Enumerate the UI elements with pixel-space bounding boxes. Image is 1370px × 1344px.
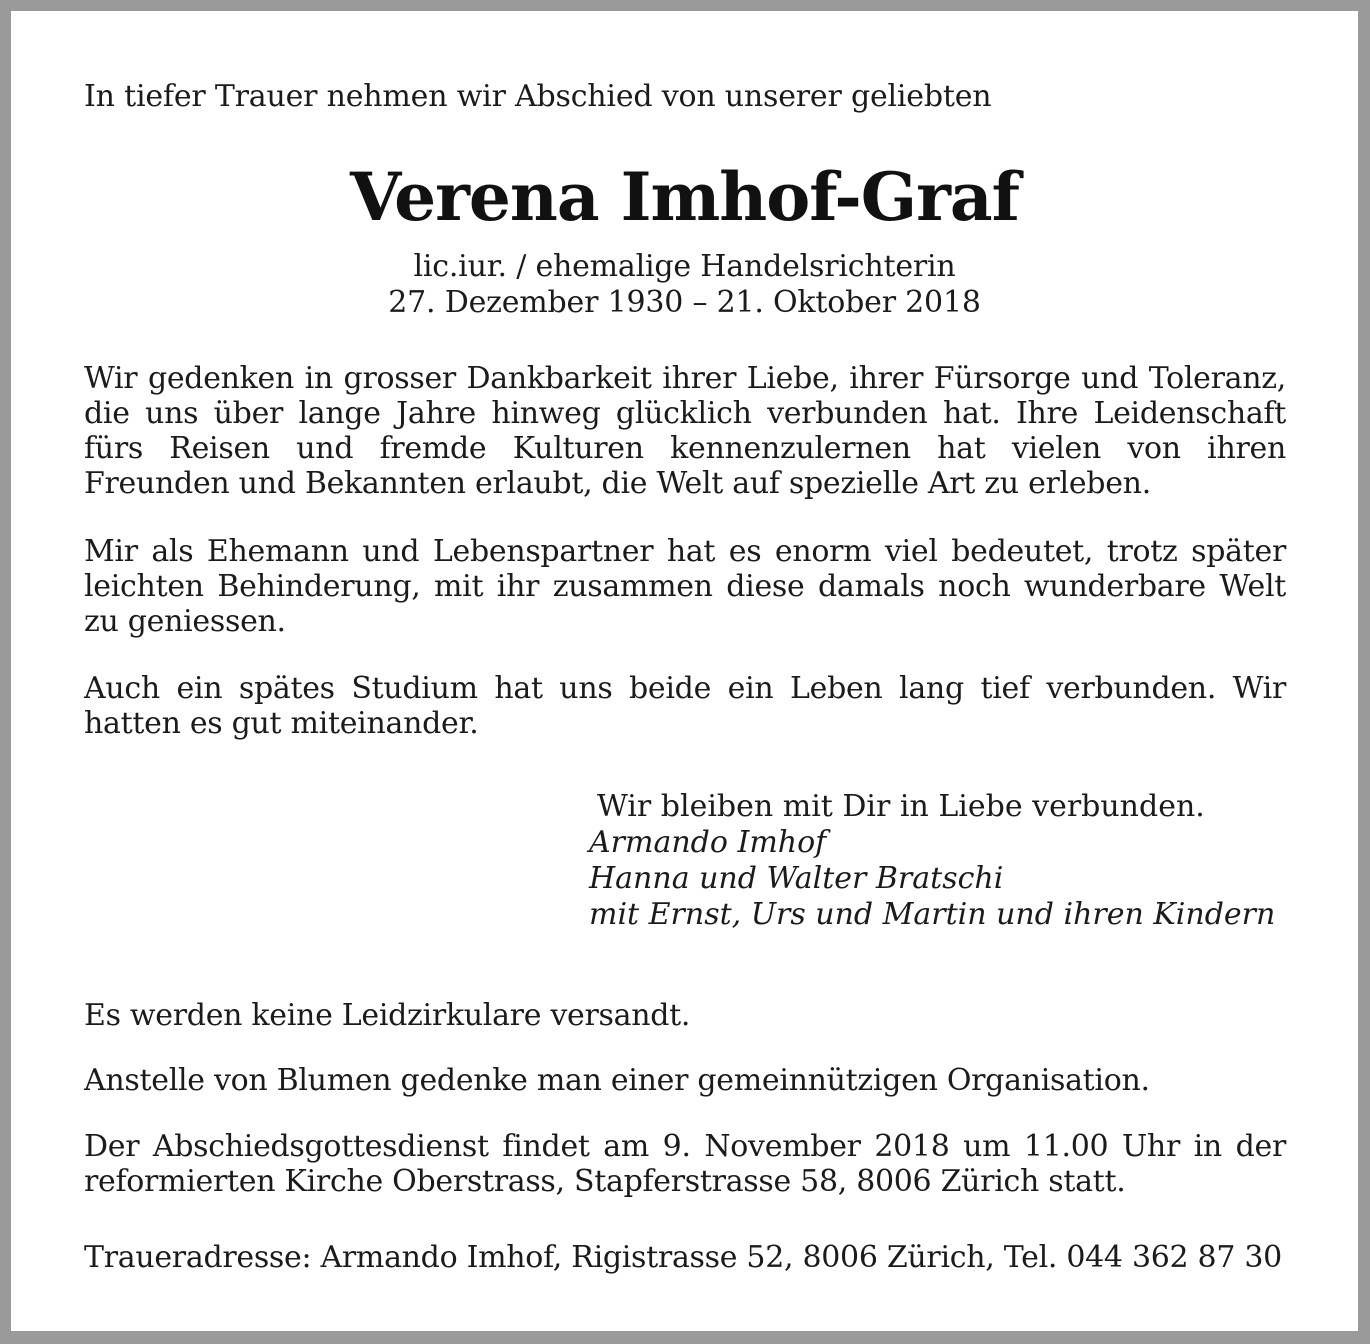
signer-name: mit Ernst, Urs und Martin und ihren Kindern: [589, 897, 1276, 932]
signer-name: Hanna und Walter Bratschi: [589, 861, 1004, 896]
note-donation: Anstelle von Blumen gedenke man einer gemeinnützigen Organisation.: [84, 1063, 1150, 1098]
note-address: Traueradresse: Armando Imhof, Rigistrasse 52, 8006 Zürich, Tel. 044 362 87 30: [84, 1240, 1282, 1275]
signature-block: [589, 789, 1289, 933]
closing-line: Wir bleiben mit Dir in Liebe verbunden.: [597, 789, 1205, 824]
intro-line: In tiefer Trauer nehmen wir Abschied von unserer geliebten: [84, 79, 992, 114]
deceased-title: lic.iur. / ehemalige Handelsrichterin: [413, 249, 956, 284]
tribute-paragraph: Wir gedenken in grosser Dankbarkeit ihrer Liebe, ihrer Fürsorge und Toleranz, die uns über lange Jahre hinweg glücklich verbunden hat. Ihre Leidenschaft fürs Reisen und fremde Kulturen kennenzulernen hat vielen von ihren Freunden und Bekannten erlaubt, die Welt auf spezielle Art zu erleben.: [84, 361, 1286, 501]
deceased-name: Verena Imhof-Graf: [349, 158, 1020, 236]
obituary-notice: [11, 11, 1358, 1331]
life-dates: 27. Dezember 1930 – 21. Oktober 2018: [388, 285, 981, 320]
tribute-paragraph: Mir als Ehemann und Lebenspartner hat es enorm viel bedeutet, trotz später leichten Behinderung, mit ihr zusammen diese damals noch wunderbare Welt zu geniessen.: [84, 534, 1286, 639]
signer-name: Armando Imhof: [589, 825, 827, 860]
tribute-paragraph: Auch ein spätes Studium hat uns beide ein Leben lang tief verbunden. Wir hatten es gut miteinander.: [84, 671, 1286, 741]
note-circulars: Es werden keine Leidzirkulare versandt.: [84, 998, 691, 1033]
note-service: Der Abschiedsgottesdienst findet am 9. November 2018 um 11.00 Uhr in der reformierten Kirche Oberstrass, Stapferstrasse 58, 8006 Zürich statt.: [84, 1129, 1286, 1199]
